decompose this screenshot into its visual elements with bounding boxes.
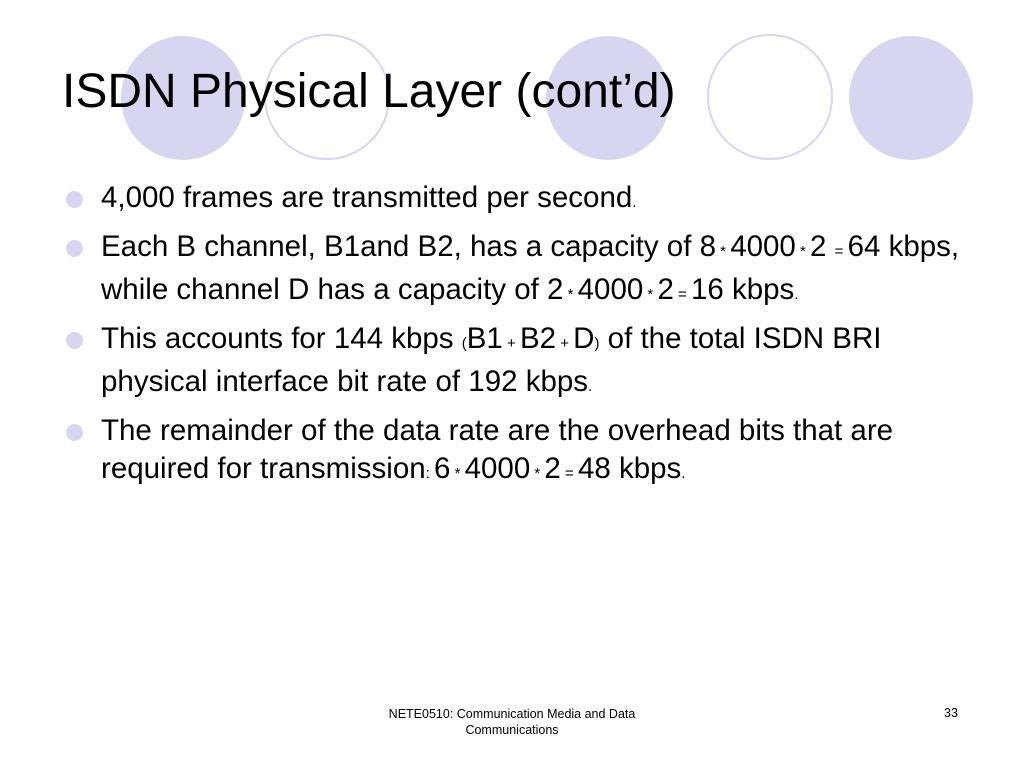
bullet-item — [66, 320, 966, 406]
bullet-text-run: . — [632, 194, 637, 211]
bullet-text-run: + — [556, 335, 574, 352]
bullet-text — [101, 230, 959, 306]
bullet-text-run: . — [588, 378, 593, 395]
bullet-text-run: 2 — [544, 452, 561, 485]
bullet-text-run: 64 kbps, while channel D has a capacity of 2 — [101, 230, 960, 306]
bullet-text-run: Each B channel, B1and B2, has a capacity of 8 — [101, 230, 716, 263]
bullet-text-run: 4000 — [730, 230, 796, 263]
bullet-text-run: . — [681, 465, 686, 482]
bullet-item — [66, 179, 966, 222]
bullet-item — [66, 412, 966, 493]
decorative-filled-circle — [849, 36, 973, 160]
bullet-text-run: of the total ISDN BRI physical interface bit rate of 192 kbps — [101, 322, 882, 398]
page-number: 33 — [944, 706, 958, 720]
bullet-dot-icon — [66, 191, 83, 208]
bullet-text-run: 2 — [810, 230, 835, 263]
decorative-ring-circle — [707, 34, 833, 160]
bullet-text-run: ( — [461, 335, 467, 352]
bullet-text-run: * — [716, 243, 731, 260]
bullet-text — [101, 181, 636, 214]
bullet-text — [101, 414, 893, 485]
bullet-dot-icon — [66, 240, 83, 257]
bullet-list — [66, 179, 966, 499]
bullet-text-run: B1 — [466, 322, 503, 355]
bullet-text-run: = — [673, 286, 691, 303]
bullet-text-run: 48 kbps — [577, 452, 682, 485]
bullet-text-run: 4000 — [464, 452, 531, 485]
bullet-text-run: = — [834, 243, 848, 260]
bullet-text-run: 4,000 frames are transmitted per second — [101, 181, 633, 214]
bullet-text-run: 16 kbps — [690, 273, 795, 306]
bullet-text-run: * — [795, 243, 811, 260]
bullet-text-run: The remainder of the data rate are the overhead bits that are required for transmission — [101, 414, 894, 485]
bullet-text — [101, 322, 881, 398]
bullet-text-run: + — [502, 335, 520, 352]
bullet-text-run: 4000 — [577, 273, 644, 306]
bullet-item — [66, 228, 966, 314]
bullet-text-run: D — [573, 322, 595, 355]
bullet-text-run: * — [450, 465, 465, 482]
bullet-text-run: This accounts for 144 kbps — [101, 322, 462, 355]
bullet-text-run: * — [643, 286, 658, 303]
slide-title: ISDN Physical Layer (cont’d) — [62, 65, 676, 118]
bullet-text-run: . — [794, 286, 799, 303]
bullet-text-run: * — [563, 286, 578, 303]
bullet-text-run: 2 — [657, 273, 674, 306]
bullet-text-run: 6 — [433, 452, 451, 485]
bullet-text-run: * — [530, 465, 545, 482]
bullet-text-run: ) — [594, 335, 600, 352]
bullet-dot-icon — [66, 332, 83, 349]
bullet-text-run: B2 — [519, 322, 557, 355]
bullet-text-run: = — [560, 465, 578, 482]
slide-footer: NETE0510: Communication Media and Data Communications — [388, 707, 636, 737]
bullet-text-run: : — [425, 465, 434, 482]
bullet-dot-icon — [66, 424, 83, 441]
